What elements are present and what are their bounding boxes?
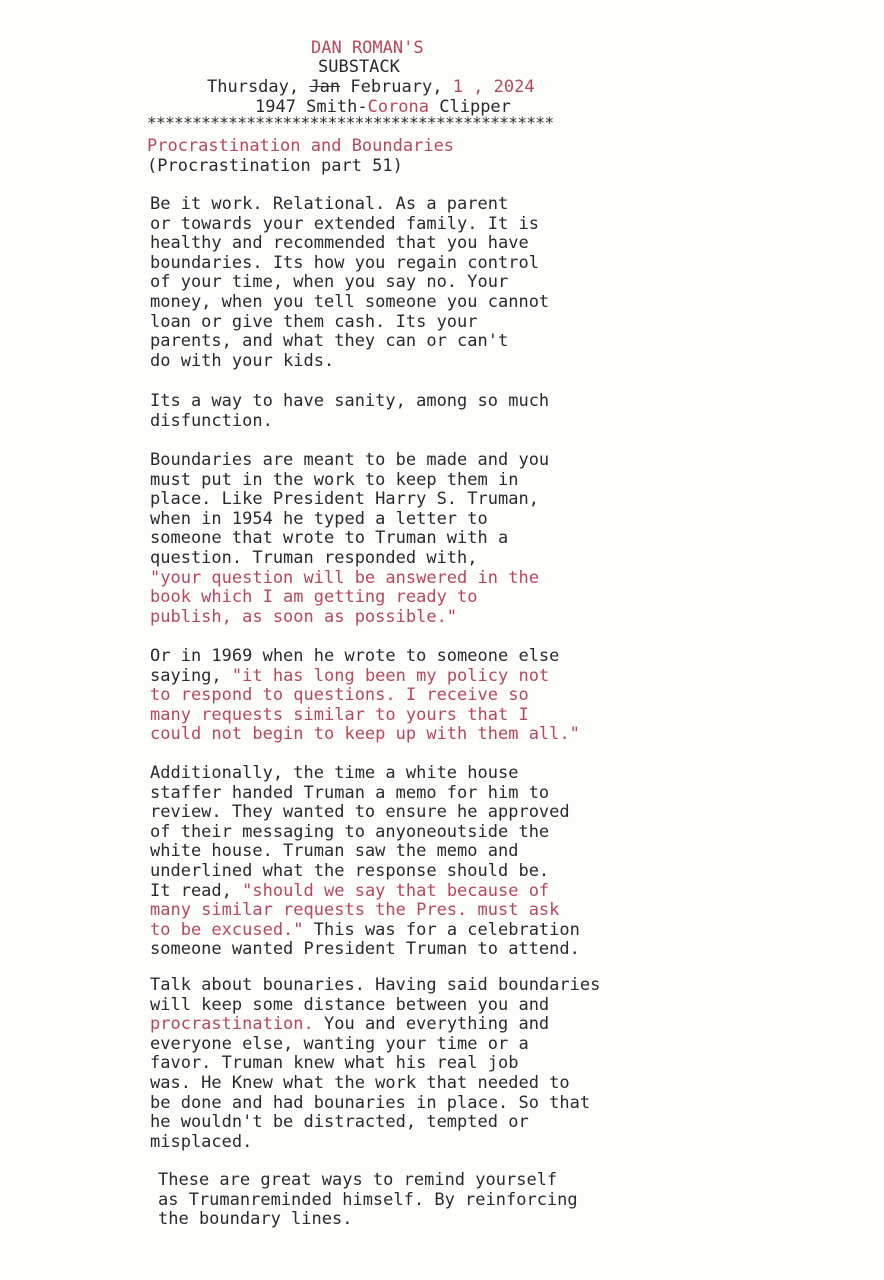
author-line: DAN ROMAN'S: [311, 38, 424, 58]
p1-line: healthy and recommended that you have: [150, 233, 529, 254]
p6-line: be done and had bounaries in place. So that: [150, 1092, 591, 1113]
truman-quote-1969: "it has long been my policy not: [231, 665, 550, 686]
p5-line: white house. Truman saw the memo and: [150, 841, 519, 862]
p3-line: question. Truman responded with,: [150, 547, 478, 568]
paragraph-7: [158, 1171, 578, 1230]
p5-line: This was for a celebration: [303, 919, 580, 940]
p6-line: was. He Knew what the work that needed to: [150, 1072, 570, 1093]
page-subtitle: (Procrastination part 51): [147, 156, 403, 176]
p4-line: Or in 1969 when he wrote to someone else: [150, 646, 560, 666]
p1-line: of your time, when you say no. Your: [150, 272, 509, 293]
p3-line: Boundaries are meant to be made and you: [150, 450, 550, 470]
divider: *********************************************: [147, 113, 554, 132]
p7-line: These are great ways to remind yourself: [158, 1170, 558, 1190]
p7-line: the boundary lines.: [158, 1209, 353, 1230]
memo-quote: "should we say that because of: [242, 880, 550, 901]
p5-line: underlined what the response should be.: [150, 860, 550, 881]
p1-line: or towards your extended family. It is: [150, 213, 539, 234]
p3-line: must put in the work to keep them in: [150, 469, 519, 490]
p3-line: place. Like President Harry S. Truman,: [150, 489, 539, 510]
p6-line: favor. Truman knew what his real job: [150, 1053, 519, 1074]
p5-line: of their messaging to anyoneoutside the: [150, 821, 550, 842]
title-block: [147, 136, 454, 176]
p2-line: disfunction.: [150, 410, 273, 431]
paragraph-2: [150, 392, 549, 431]
p2-line: Its a way to have sanity, among so much: [150, 391, 550, 411]
p5-line: Additionally, the time a white house: [150, 763, 519, 783]
p5-line: staffer handed Truman a memo for him to: [150, 782, 550, 803]
p7-line: as Trumanreminded himself. By reinforcing: [158, 1189, 578, 1210]
date-struck-month: Jan: [309, 77, 341, 97]
p1-line: money, when you tell someone you cannot: [150, 291, 550, 312]
date-month: February,: [350, 77, 453, 97]
truman-quote-1969: could not begin to keep up with them all.": [150, 724, 580, 745]
p6-line: misplaced.: [150, 1131, 253, 1152]
p4-line: saying,: [150, 665, 232, 686]
date-year: 2024: [483, 77, 535, 97]
truman-quote-1954: book which I am getting ready to: [150, 587, 478, 608]
paragraph-4: [150, 647, 580, 745]
truman-quote-1954: publish, as soon as possible.": [150, 606, 458, 627]
p6-line: everyone else, wanting your time or a: [150, 1033, 529, 1054]
p5-line: It read,: [150, 880, 243, 901]
typewriter-b: Corona: [367, 97, 430, 117]
date-day: Thursday,: [207, 77, 300, 97]
typewriter-a: 1947 Smith-: [255, 97, 368, 117]
p3-line: when in 1954 he typed a letter to: [150, 508, 488, 529]
date-num: 1 ,: [452, 77, 484, 97]
typewriter-c: Clipper: [429, 97, 511, 117]
p5-line: review. They wanted to ensure he approved: [150, 802, 570, 823]
truman-quote-1969: many requests similar to yours that I: [150, 704, 529, 725]
p1-line: Be it work. Relational. As a parent: [150, 194, 509, 214]
truman-quote-1969: to respond to questions. I receive so: [150, 685, 529, 706]
p3-line: someone that wrote to Truman with a: [150, 528, 509, 549]
p1-line: do with your kids.: [150, 350, 335, 371]
p1-line: boundaries. Its how you regain control: [150, 252, 539, 273]
p6-line: Talk about bounaries. Having said boundaries: [150, 975, 601, 995]
p5-line: someone wanted President Truman to attend.: [150, 939, 580, 960]
p6-line: You and everything and: [313, 1014, 550, 1035]
paragraph-1: [150, 195, 549, 371]
p6-line: he wouldn't be distracted, tempted or: [150, 1112, 529, 1133]
page-title: Procrastination and Boundaries: [147, 136, 455, 156]
paragraph-6: [150, 976, 600, 1152]
paragraph-3: [150, 451, 549, 627]
date-line: [207, 77, 535, 97]
truman-quote-1954: "your question will be answered in the: [150, 567, 539, 588]
paragraph-5: [150, 764, 580, 960]
memo-quote: to be excused.": [150, 919, 304, 940]
p1-line: loan or give them cash. Its your: [150, 311, 478, 332]
memo-quote: many similar requests the Pres. must ask: [150, 900, 560, 921]
p1-line: parents, and what they can or can't: [150, 331, 509, 352]
publication-line: SUBSTACK: [318, 57, 400, 77]
p6-line: will keep some distance between you and: [150, 994, 550, 1015]
procrastination-word: procrastination.: [150, 1014, 314, 1035]
